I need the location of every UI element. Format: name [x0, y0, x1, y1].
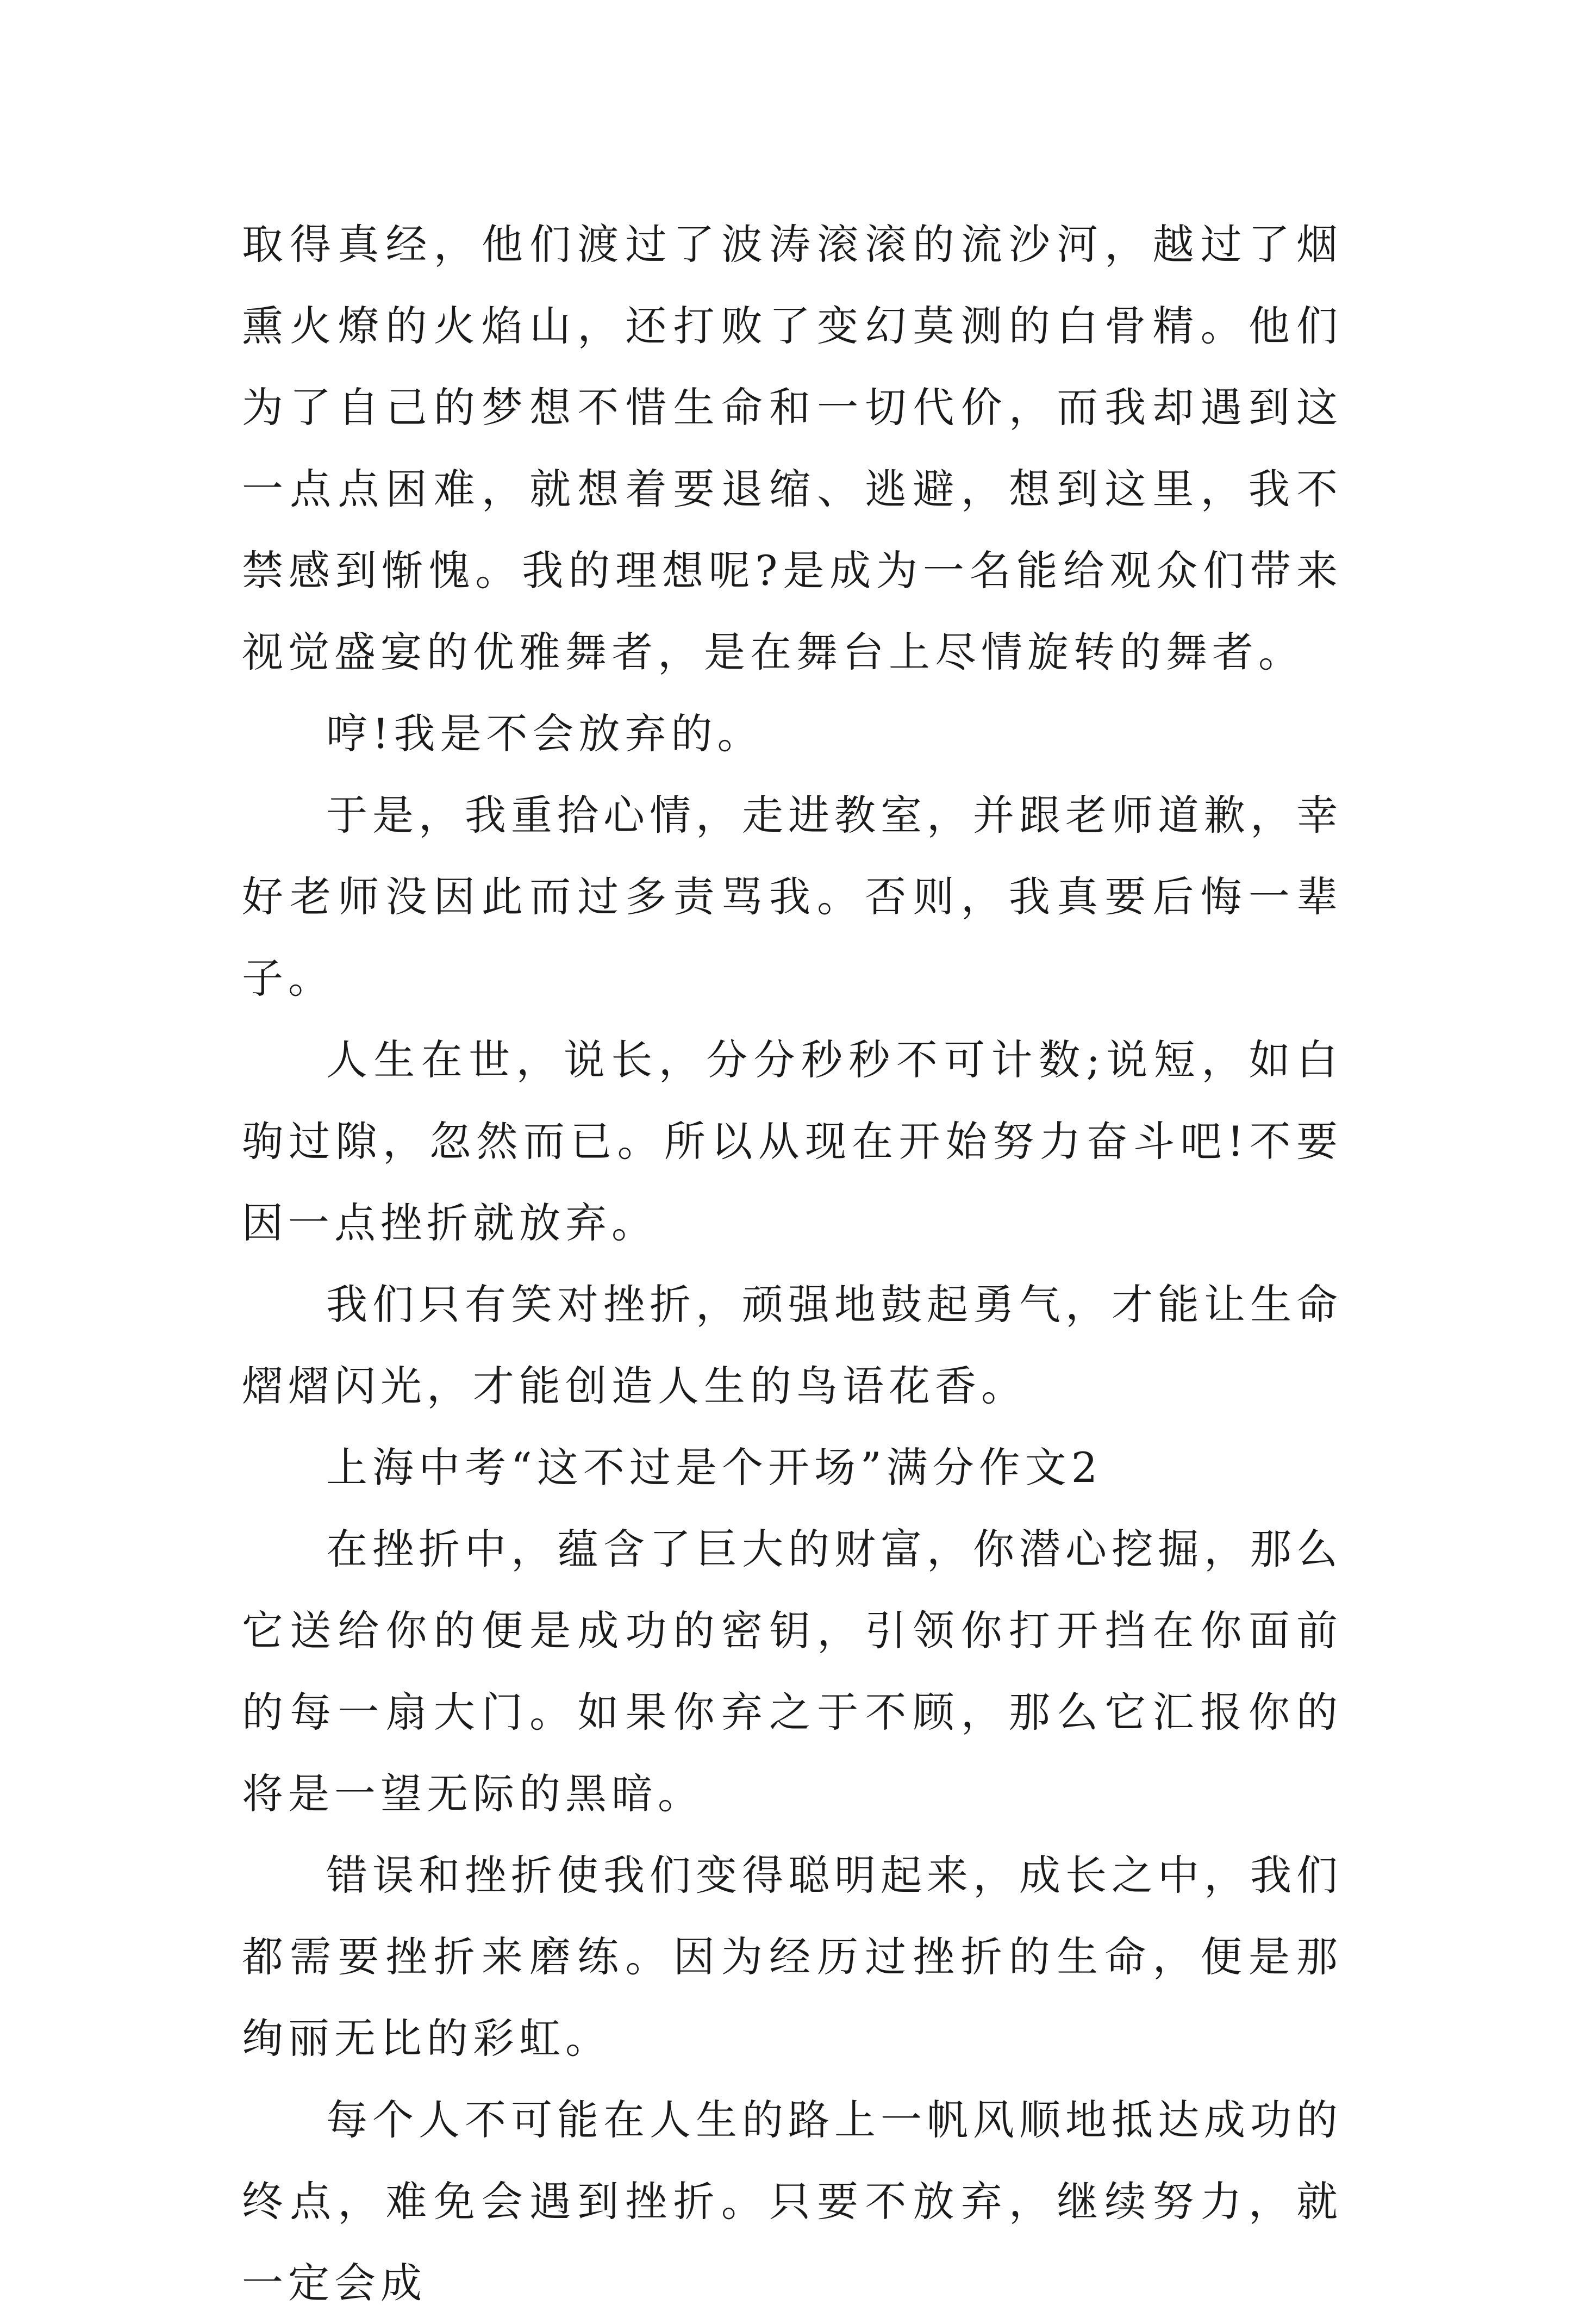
paragraph-continuation: 取得真经，他们渡过了波涛滚滚的流沙河，越过了烟熏火燎的火焰山，还打败了变幻莫测的白骨精。他们为了自己的梦想不惜生命和一切代价，而我却遇到这一点点困难，就想着要退缩、逃避，想到这里，我不禁感到惭愧。我的理想呢?是成为一名能给观众们带来视觉盛宴的优雅舞者，是在舞台上尽情旋转的舞者。 — [242, 220, 1343, 676]
paragraph: 哼!我是不会放弃的。 — [326, 709, 764, 758]
paragraph: 每个人不可能在人生的路上一帆风顺地抵达成功的终点，难免会遇到挫折。只要不放弃，继续努力，就一定会成 — [242, 2096, 1343, 2307]
paragraph: 在挫折中，蕴含了巨大的财富，你潜心挖掘，那么它送给你的便是成功的密钥，引领你打开挡在你面前的每一扇大门。如果你弃之于不顾，那么它汇报你的将是一望无际的黑暗。 — [242, 1525, 1343, 1818]
paragraph: 错误和挫折使我们变得聪明起来，成长之中，我们都需要挫折来磨练。因为经历过挫折的生命，便是那绚丽无比的彩虹。 — [242, 1851, 1343, 2063]
paragraph: 人生在世，说长，分分秒秒不可计数;说短，如白驹过隙，忽然而已。所以从现在开始努力奋斗吧!不要因一点挫折就放弃。 — [242, 1036, 1343, 1247]
paragraph: 我们只有笑对挫折，顽强地鼓起勇气，才能让生命熠熠闪光，才能创造人生的鸟语花香。 — [242, 1280, 1343, 1410]
section-heading: 上海中考“这不过是个开场”满分作文2 — [326, 1443, 1103, 1492]
document-body — [242, 204, 1343, 2324]
paragraph: 于是，我重拾心情，走进教室，并跟老师道歉，幸好老师没因此而过多责骂我。否则，我真要后悔一辈子。 — [242, 791, 1343, 1002]
